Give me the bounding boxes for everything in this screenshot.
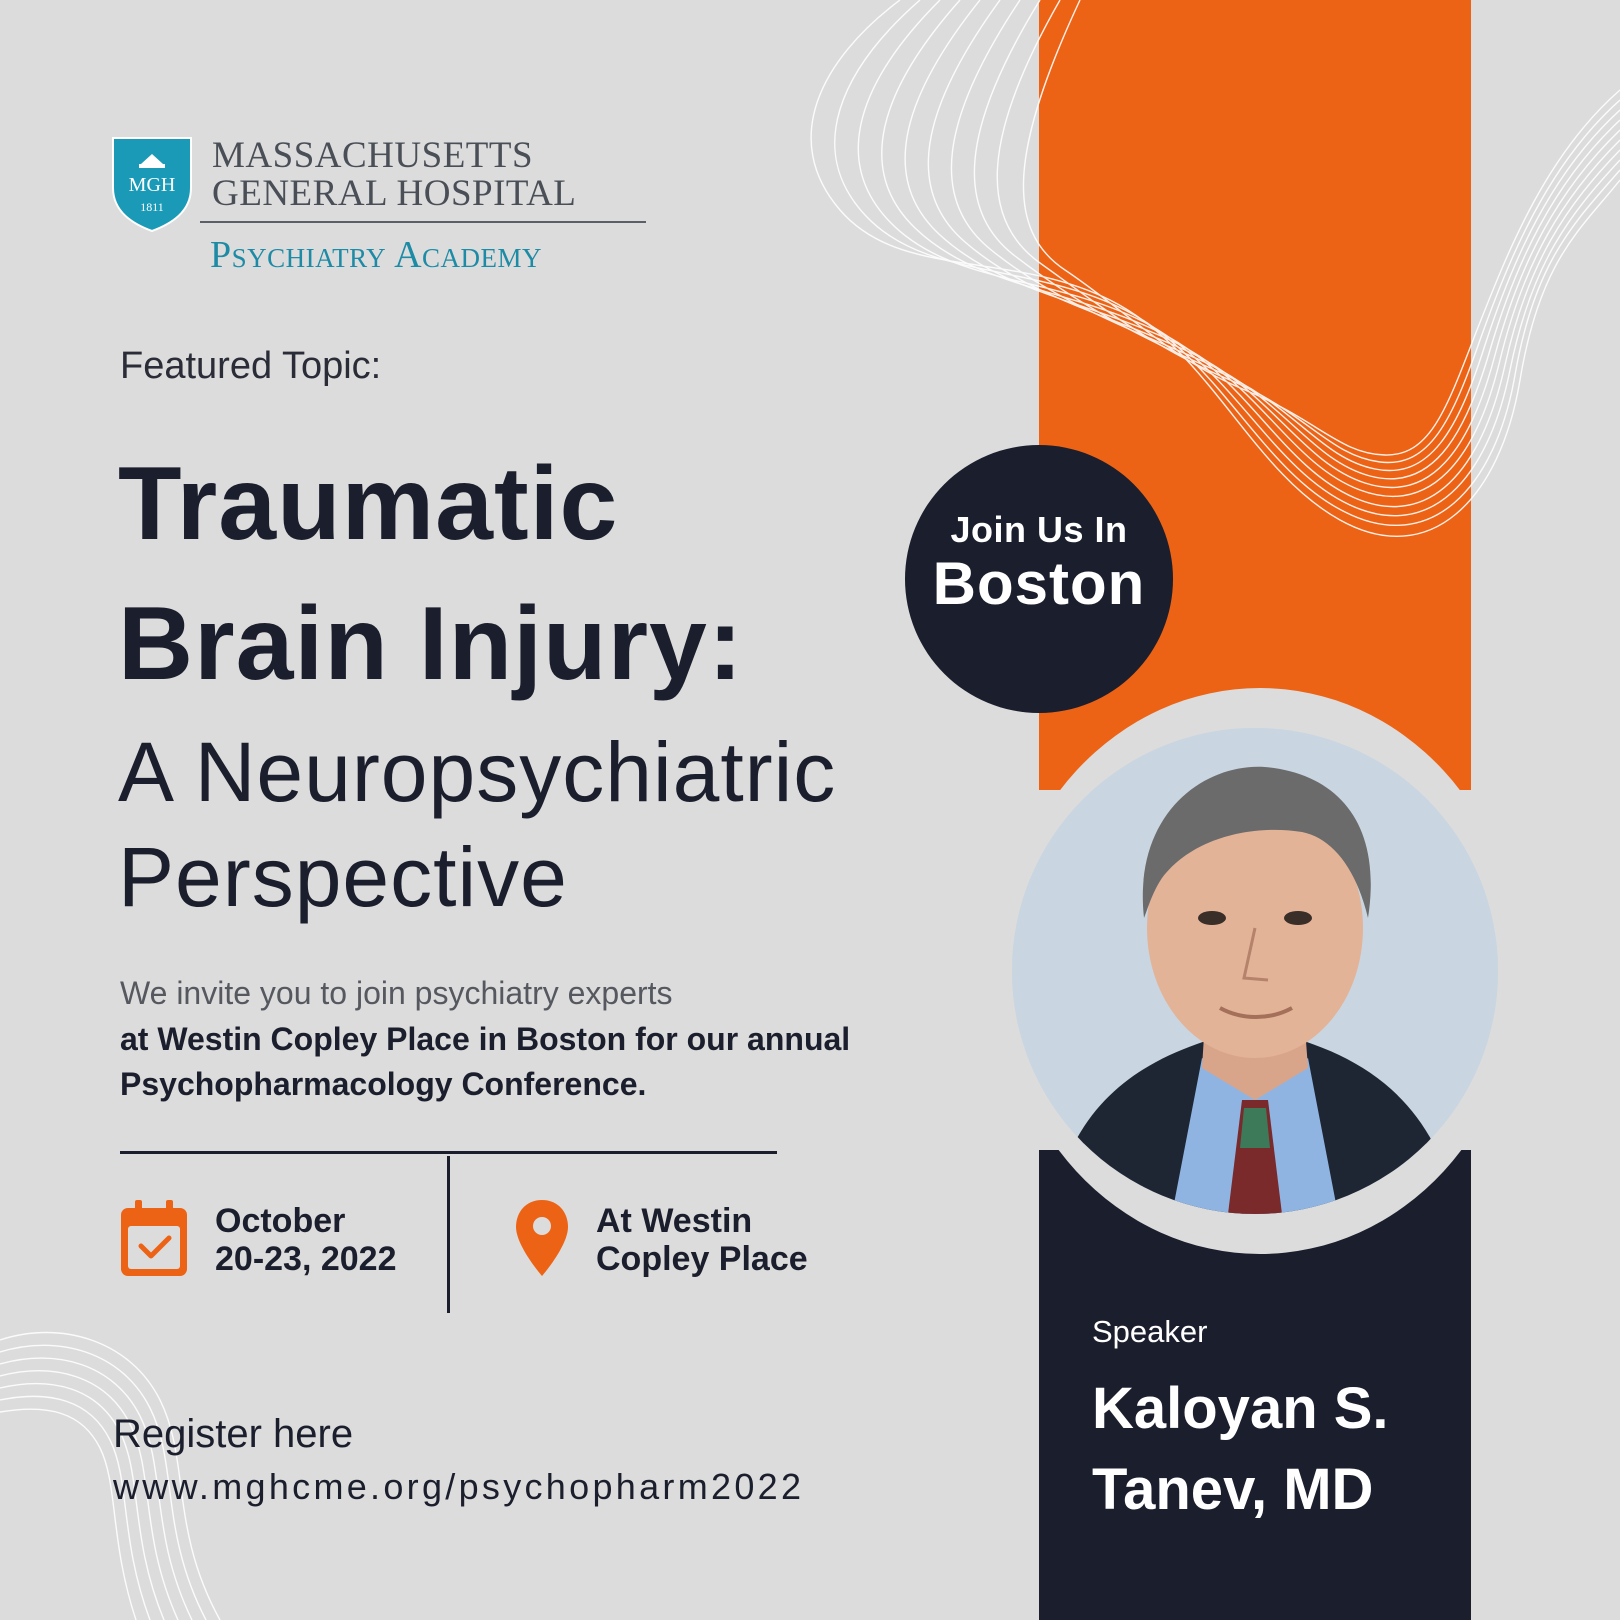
svg-text:1811: 1811: [140, 200, 164, 214]
join-line-1: Join Us In: [950, 509, 1128, 550]
speaker-name-line-2: Tanev, MD: [1092, 1457, 1374, 1522]
featured-topic-label: Featured Topic:: [120, 345, 382, 387]
logo-academy: Psychiatry Academy: [210, 234, 543, 276]
register-link[interactable]: www.mghcme.org/psychopharm2022: [113, 1466, 805, 1507]
subtitle-line-2: Perspective: [118, 830, 568, 924]
title-line-2: Brain Injury:: [118, 586, 744, 702]
speaker-name-line-1: Kaloyan S.: [1092, 1376, 1389, 1441]
calendar-check-icon: [119, 1200, 189, 1278]
mgh-shield-logo: [111, 136, 193, 232]
map-pin-icon: [514, 1198, 570, 1278]
invite-text-1: We invite you to join psychiatry experts: [120, 975, 673, 1011]
speaker-label: Speaker: [1092, 1314, 1208, 1349]
invite-text-3: Psychopharmacology Conference.: [120, 1066, 647, 1102]
join-us-badge: [905, 445, 1173, 713]
details-divider-horizontal: [120, 1151, 777, 1154]
title-line-1: Traumatic: [118, 446, 619, 562]
svg-text:MGH: MGH: [128, 174, 176, 196]
venue-line-1: At Westin: [596, 1202, 753, 1240]
join-city: Boston: [932, 550, 1146, 617]
logo-line-2: GENERAL HOSPITAL: [212, 173, 577, 214]
logo-line-1: MASSACHUSETTS: [212, 135, 534, 176]
venue-line-2: Copley Place: [596, 1240, 808, 1278]
details-divider-vertical: [447, 1156, 450, 1313]
decorative-wave-lines-bottom: [0, 1300, 240, 1620]
register-label: Register here: [113, 1412, 354, 1456]
event-date-line-1: October: [215, 1202, 346, 1240]
speaker-photo: [1012, 728, 1498, 1214]
subtitle-line-1: A Neuropsychiatric: [118, 725, 837, 819]
invite-text-2: at Westin Copley Place in Boston for our annual: [120, 1021, 851, 1057]
event-date-line-2: 20-23, 2022: [215, 1240, 397, 1278]
logo-divider: [200, 221, 646, 223]
